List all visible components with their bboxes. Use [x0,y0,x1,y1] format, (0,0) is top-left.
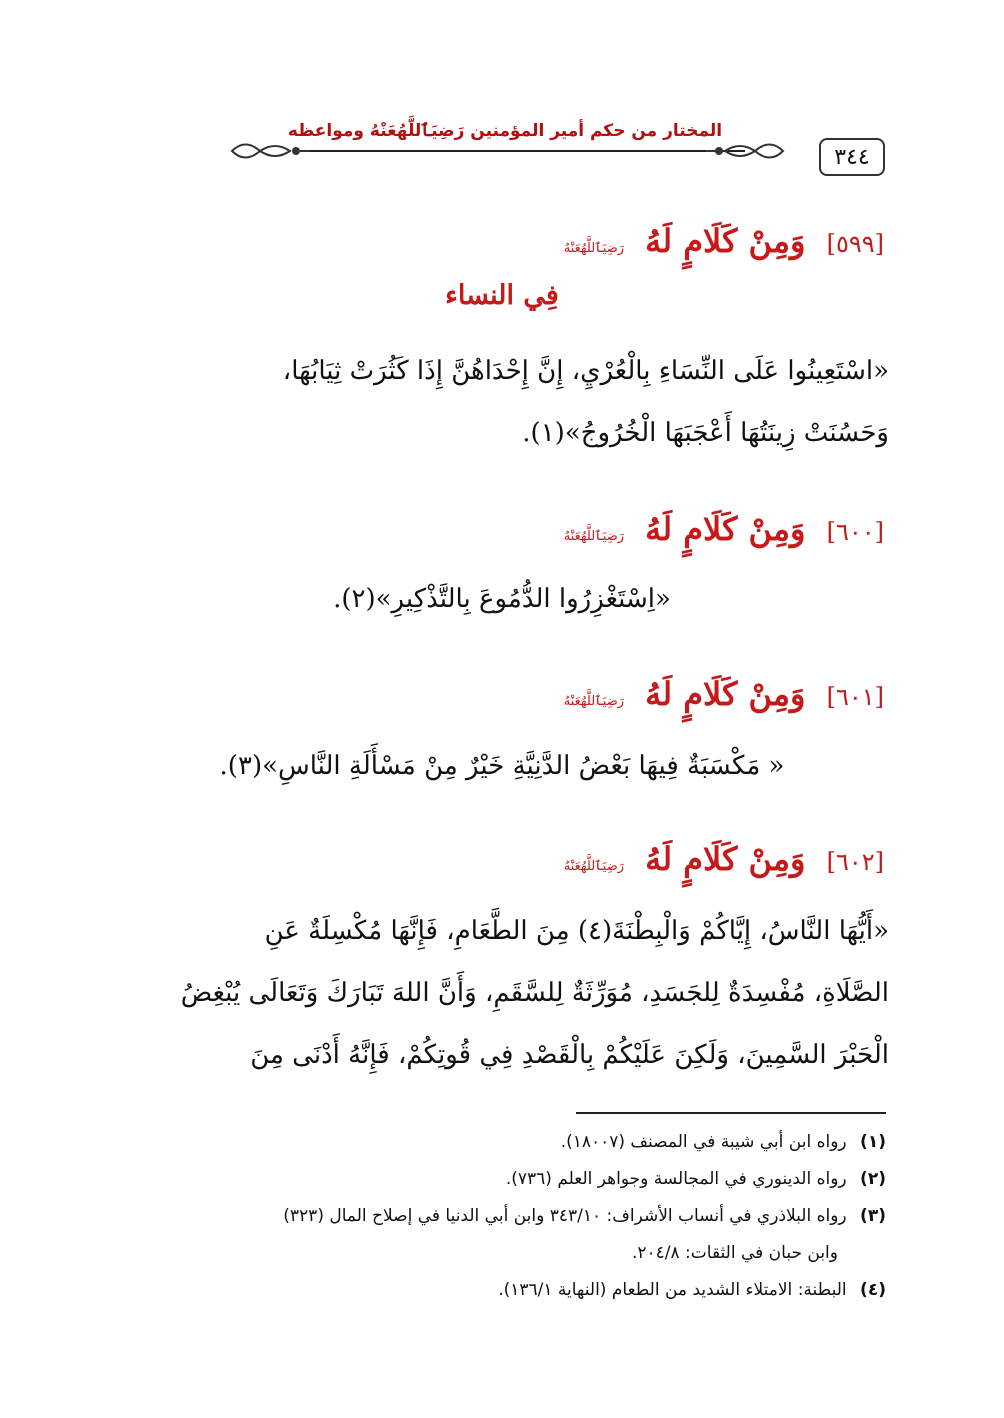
section-heading-601 [564,675,884,713]
footnote-number: (٣) [860,1206,886,1226]
footnote-text: رواه ابن أبي شيبة في المصنف (١٨٠٠٧). [560,1132,847,1152]
section-title: وَمِنْ كَلَامٍ لَهُ [645,510,806,548]
section-title: وَمِنْ كَلَامٍ لَهُ [645,675,806,713]
section-text-601 [115,735,889,797]
section-text-600 [115,568,889,630]
header-rule [300,150,745,152]
running-title: المختار من حكم أمير المؤمنين رَضِيَٱللَّهُعَنْهُ ومواعظه [287,121,723,141]
section-text-602 [115,900,889,1086]
footnote-number: (٤) [860,1280,886,1300]
section-heading-600 [564,510,884,548]
left-ornament-icon [230,136,310,166]
footnotes [115,1124,886,1309]
footnote-1 [115,1124,886,1161]
footnote-3-continuation: وابن حبان في الثقات: ٢٠٤/٨. [631,1243,838,1263]
section-number: [٥٩٩] [826,230,884,258]
section-text-599 [115,340,889,464]
text-line: « مَكْسَبَةٌ فِيهَا بَعْضُ الدَّنِيَّةِ خَيْرٌ مِنْ مَسْأَلَةِ النَّاسِ»(٣). [219,751,785,781]
section-number: [٦٠١] [826,683,884,711]
text-line: «أَيُّهَا النَّاسُ، إِيَّاكُمْ وَالْبِطْنَةَ(٤) مِنَ الطَّعَامِ، فَإِنَّهَا مُكْسِلَةٌ عَنِ [264,916,889,946]
honorific: رَضِيَٱللَّهُعَنْهُ [563,241,625,256]
text-line: وَحَسُنَتْ زِينَتُهَا أَعْجَبَهَا الْخُرُوجُ»(١). [522,418,889,448]
text-line: «اِسْتَغْزِرُوا الدُّمُوعَ بِالتَّذْكِيرِ»(٢). [333,584,671,614]
footnote-text: رواه البلاذري في أنساب الأشراف: ٣٤٣/١٠ وابن أبي الدنيا في إصلاح المال (٣٢٣) [283,1206,847,1226]
page-number: ٣٤٤ [819,138,885,176]
footnote-rule [576,1112,886,1114]
text-line: الْحَبْرَ السَّمِينَ، وَلَكِنَ عَلَيْكُمْ بِالْقَصْدِ فِي قُوتِكُمْ، فَإِنَّهُ أَدْنَى مِنَ [250,1040,889,1070]
honorific: رَضِيَٱللَّهُعَنْهُ [563,529,625,544]
footnote-3 [115,1198,886,1235]
footnote-text: رواه الدينوري في المجالسة وجواهر العلم (٧٣٦). [505,1169,847,1189]
footnote-text: البطنة: الامتلاء الشديد من الطعام (النهاية ١٣٦/١). [498,1280,847,1300]
text-line: «اسْتَعِينُوا عَلَى النِّسَاءِ بِالْعُرْيِ، إِنَّ إِحْدَاهُنَّ إِذَا كَثُرَتْ ثِيَابُهَا، [282,356,889,386]
honorific: رَضِيَٱللَّهُعَنْهُ [563,694,625,709]
section-title: وَمِنْ كَلَامٍ لَهُ [645,222,806,260]
section-heading-602 [564,840,884,878]
page-header [150,120,885,180]
section-subheading: فِي النساء [445,280,559,311]
section-heading-599 [564,222,884,260]
section-number: [٦٠٢] [826,848,884,876]
text-line: الصَّلَاةِ، مُفْسِدَةٌ لِلجَسَدِ، مُوَرِّثَةٌ لِلسَّقَمِ، وَأَنَّ اللهَ تَبَارَكَ وَتَعَالَى يُبْغِضُ [180,978,889,1008]
footnote-number: (١) [860,1132,886,1152]
footnote-number: (٢) [860,1169,886,1189]
right-ornament-icon [705,136,785,166]
section-number: [٦٠٠] [826,518,884,546]
footnote-2 [115,1161,886,1198]
section-title: وَمِنْ كَلَامٍ لَهُ [645,840,806,878]
honorific: رَضِيَٱللَّهُعَنْهُ [563,859,625,874]
footnote-4 [115,1272,886,1309]
